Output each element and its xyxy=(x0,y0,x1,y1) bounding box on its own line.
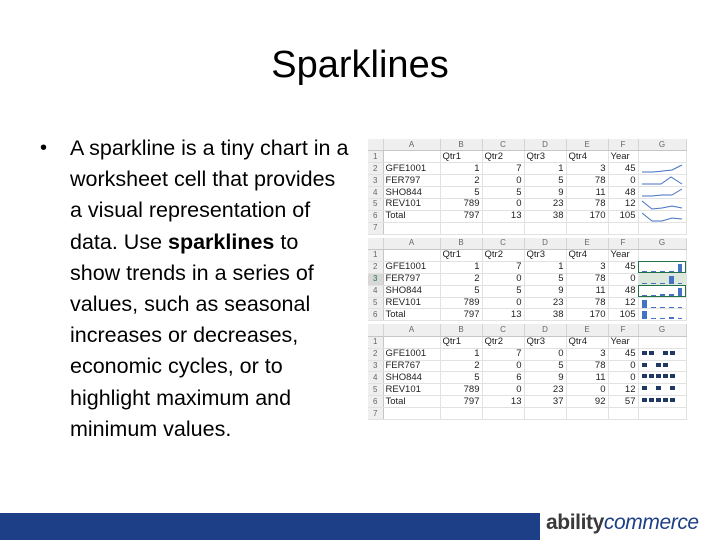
cell[interactable]: 170 xyxy=(566,309,608,321)
cell[interactable]: 7 xyxy=(482,261,524,273)
cell[interactable]: 7 xyxy=(482,163,524,175)
column-header[interactable]: C xyxy=(482,238,524,250)
slide-title: Sparklines xyxy=(271,44,449,86)
cell[interactable]: 12 xyxy=(608,198,638,210)
column-header[interactable]: A xyxy=(383,139,440,151)
row-number[interactable]: 3 xyxy=(368,175,383,187)
cell[interactable]: 0 xyxy=(482,360,524,372)
cell[interactable]: 5 xyxy=(482,285,524,297)
sparkline-cell[interactable] xyxy=(638,372,686,384)
cell[interactable]: Qtr4 xyxy=(566,336,608,348)
row-number[interactable]: 6 xyxy=(368,396,383,408)
cell[interactable]: Total xyxy=(383,309,440,321)
line-sparkline-icon xyxy=(641,188,683,198)
table-row xyxy=(368,175,686,187)
cell[interactable]: 57 xyxy=(608,396,638,408)
corner-cell[interactable] xyxy=(368,139,383,151)
cell[interactable]: FER797 xyxy=(383,175,440,187)
cell[interactable]: 170 xyxy=(566,210,608,222)
cell[interactable] xyxy=(383,222,440,234)
row-number[interactable]: 2 xyxy=(368,163,383,175)
corner-cell[interactable] xyxy=(368,324,383,336)
sparkline-cell[interactable] xyxy=(638,210,686,222)
cell[interactable]: Qtr4 xyxy=(566,250,608,262)
table-row xyxy=(368,396,686,408)
cell[interactable] xyxy=(383,408,440,420)
winloss-sparkline-icon xyxy=(641,373,683,383)
cell[interactable]: Qtr3 xyxy=(524,151,566,163)
cell[interactable] xyxy=(566,408,608,420)
table-row xyxy=(368,384,686,396)
sheet-line-sparklines xyxy=(368,139,686,235)
cell[interactable]: Qtr3 xyxy=(524,336,566,348)
cell[interactable] xyxy=(608,222,638,234)
cell[interactable]: 1 xyxy=(440,163,482,175)
cell[interactable]: 1 xyxy=(440,348,482,360)
line-sparkline-icon xyxy=(641,176,683,186)
table-row xyxy=(368,210,686,222)
cell[interactable]: SHO844 xyxy=(383,372,440,384)
row-number[interactable]: 5 xyxy=(368,384,383,396)
sparkline-cell[interactable] xyxy=(638,273,686,285)
cell[interactable]: Qtr2 xyxy=(482,151,524,163)
cell[interactable]: 789 xyxy=(440,384,482,396)
table-row xyxy=(368,198,686,210)
sparkline-cell[interactable] xyxy=(638,297,686,309)
cell[interactable]: Qtr1 xyxy=(440,151,482,163)
column-header[interactable]: D xyxy=(524,324,566,336)
cell[interactable]: 92 xyxy=(566,396,608,408)
row-number[interactable]: 7 xyxy=(368,222,383,234)
row-number[interactable]: 4 xyxy=(368,372,383,384)
cell[interactable]: 2 xyxy=(440,175,482,187)
cell[interactable]: 5 xyxy=(440,372,482,384)
cell[interactable]: SHO844 xyxy=(383,187,440,199)
cell[interactable]: Qtr3 xyxy=(524,250,566,262)
sheet-column-sparklines xyxy=(368,238,686,322)
row-number[interactable]: 1 xyxy=(368,336,383,348)
logo-text-commerce: commerce xyxy=(603,511,699,534)
cell[interactable]: 0 xyxy=(482,273,524,285)
column-sparkline-icon xyxy=(641,287,683,297)
cell[interactable]: 48 xyxy=(608,285,638,297)
row-number[interactable]: 2 xyxy=(368,261,383,273)
column-header[interactable]: F xyxy=(608,139,638,151)
cell[interactable]: 78 xyxy=(566,273,608,285)
column-header[interactable]: G xyxy=(638,324,686,336)
cell[interactable] xyxy=(383,336,440,348)
cell[interactable]: 789 xyxy=(440,198,482,210)
cell[interactable]: 0 xyxy=(566,384,608,396)
bullet-dot-icon: • xyxy=(40,137,48,159)
row-number[interactable]: 2 xyxy=(368,348,383,360)
cell[interactable] xyxy=(482,408,524,420)
cell[interactable]: 37 xyxy=(524,396,566,408)
cell[interactable]: REV101 xyxy=(383,384,440,396)
cell[interactable]: 78 xyxy=(566,198,608,210)
cell[interactable]: 1 xyxy=(440,261,482,273)
row-number[interactable]: 7 xyxy=(368,408,383,420)
cell[interactable]: Qtr1 xyxy=(440,250,482,262)
table-row xyxy=(368,336,686,348)
sparkline-cell[interactable] xyxy=(638,163,686,175)
bullet-text xyxy=(70,133,350,445)
cell[interactable]: REV101 xyxy=(383,198,440,210)
table-row xyxy=(368,261,686,273)
cell[interactable]: REV101 xyxy=(383,297,440,309)
table-row xyxy=(368,372,686,384)
table-row xyxy=(368,163,686,175)
cell[interactable]: 0 xyxy=(608,372,638,384)
bullet-text-pre: A sparkline is a tiny chart in a worksheet cell that provides a visual representation of data. Use xyxy=(70,136,349,254)
cell[interactable]: 5 xyxy=(524,360,566,372)
cell[interactable]: 0 xyxy=(482,175,524,187)
column-header[interactable]: B xyxy=(440,139,482,151)
cell[interactable]: Year xyxy=(608,250,638,262)
table-row xyxy=(368,309,686,321)
column-header-row xyxy=(368,238,686,250)
table-row xyxy=(368,250,686,262)
cell[interactable]: 5 xyxy=(524,273,566,285)
table-row xyxy=(368,151,686,163)
spreadsheet-screenshots xyxy=(368,139,686,423)
table-row xyxy=(368,285,686,297)
cell[interactable]: Qtr2 xyxy=(482,336,524,348)
logo-text-ability: ability xyxy=(546,511,604,534)
cell[interactable]: 1 xyxy=(524,163,566,175)
column-header[interactable]: A xyxy=(383,238,440,250)
cell[interactable]: 5 xyxy=(524,175,566,187)
row-number[interactable]: 6 xyxy=(368,309,383,321)
cell[interactable] xyxy=(566,222,608,234)
sparkline-cell[interactable] xyxy=(638,261,686,273)
cell[interactable]: SHO844 xyxy=(383,285,440,297)
corner-cell[interactable] xyxy=(368,238,383,250)
sparkline-cell[interactable] xyxy=(638,360,686,372)
cell[interactable] xyxy=(524,222,566,234)
cell[interactable]: 13 xyxy=(482,396,524,408)
cell[interactable]: 13 xyxy=(482,210,524,222)
cell[interactable]: 45 xyxy=(608,163,638,175)
sparkline-cell[interactable] xyxy=(638,384,686,396)
column-header[interactable]: E xyxy=(566,139,608,151)
column-sparkline-icon xyxy=(641,299,683,309)
cell[interactable]: 0 xyxy=(608,175,638,187)
winloss-sparkline-icon xyxy=(641,385,683,395)
cell[interactable] xyxy=(638,222,686,234)
cell[interactable]: 13 xyxy=(482,309,524,321)
cell[interactable]: 0 xyxy=(524,348,566,360)
row-number[interactable]: 4 xyxy=(368,285,383,297)
sparkline-cell[interactable] xyxy=(638,285,686,297)
cell[interactable] xyxy=(638,250,686,262)
cell[interactable]: 9 xyxy=(524,285,566,297)
cell[interactable]: 45 xyxy=(608,348,638,360)
cell[interactable]: Qtr4 xyxy=(566,151,608,163)
cell[interactable]: 0 xyxy=(482,297,524,309)
cell[interactable]: 797 xyxy=(440,396,482,408)
column-header[interactable]: C xyxy=(482,324,524,336)
row-number[interactable]: 1 xyxy=(368,151,383,163)
cell[interactable] xyxy=(383,250,440,262)
sparkline-cell[interactable] xyxy=(638,348,686,360)
cell[interactable]: 0 xyxy=(608,360,638,372)
cell[interactable]: 6 xyxy=(482,372,524,384)
cell[interactable]: 38 xyxy=(524,309,566,321)
cell[interactable] xyxy=(524,408,566,420)
cell[interactable]: 797 xyxy=(440,309,482,321)
bullet-text-post: to show trends in a series of values, such as seasonal increases or decreases, economic cycles, or to highlight maximum and minimum values. xyxy=(70,229,314,441)
line-sparkline-icon xyxy=(641,212,683,222)
cell[interactable]: Year xyxy=(608,336,638,348)
cell[interactable] xyxy=(383,151,440,163)
bullet-item xyxy=(40,133,350,445)
cell[interactable]: 105 xyxy=(608,309,638,321)
row-number[interactable]: 4 xyxy=(368,187,383,199)
cell[interactable]: 11 xyxy=(566,285,608,297)
sparkline-cell[interactable] xyxy=(638,309,686,321)
cell[interactable]: GFE1001 xyxy=(383,348,440,360)
cell[interactable] xyxy=(482,222,524,234)
footer-bar xyxy=(0,513,540,540)
cell[interactable] xyxy=(638,408,686,420)
column-header[interactable]: F xyxy=(608,324,638,336)
column-header-row xyxy=(368,139,686,151)
cell[interactable]: 1 xyxy=(524,261,566,273)
cell[interactable]: FER767 xyxy=(383,360,440,372)
bullet-list xyxy=(40,133,350,445)
table-row xyxy=(368,187,686,199)
sparkline-cell[interactable] xyxy=(638,187,686,199)
column-header[interactable]: E xyxy=(566,324,608,336)
cell[interactable]: 38 xyxy=(524,210,566,222)
ability-commerce-logo xyxy=(546,511,699,540)
cell[interactable]: 0 xyxy=(482,384,524,396)
cell[interactable]: 78 xyxy=(566,360,608,372)
column-header[interactable]: A xyxy=(383,324,440,336)
column-header[interactable]: E xyxy=(566,238,608,250)
winloss-sparkline-icon xyxy=(641,350,683,360)
table-row xyxy=(368,273,686,285)
column-header[interactable]: B xyxy=(440,238,482,250)
cell[interactable]: 3 xyxy=(566,261,608,273)
cell[interactable]: 3 xyxy=(566,163,608,175)
row-number[interactable]: 5 xyxy=(368,297,383,309)
cell[interactable]: 7 xyxy=(482,348,524,360)
row-number[interactable]: 6 xyxy=(368,210,383,222)
cell[interactable]: Qtr2 xyxy=(482,250,524,262)
row-number[interactable]: 3 xyxy=(368,273,383,285)
cell[interactable]: 797 xyxy=(440,210,482,222)
column-header[interactable]: F xyxy=(608,238,638,250)
cell[interactable]: 2 xyxy=(440,273,482,285)
cell[interactable]: Total xyxy=(383,210,440,222)
column-sparkline-icon xyxy=(641,263,683,273)
cell[interactable]: 23 xyxy=(524,198,566,210)
line-sparkline-icon xyxy=(641,164,683,174)
cell[interactable]: Qtr1 xyxy=(440,336,482,348)
cell[interactable] xyxy=(638,151,686,163)
cell[interactable]: 78 xyxy=(566,175,608,187)
sparkline-cell[interactable] xyxy=(638,175,686,187)
cell[interactable]: 9 xyxy=(524,372,566,384)
cell[interactable]: 0 xyxy=(482,198,524,210)
cell[interactable] xyxy=(440,408,482,420)
table-row xyxy=(368,297,686,309)
cell[interactable]: 12 xyxy=(608,297,638,309)
cell[interactable]: Year xyxy=(608,151,638,163)
column-header[interactable]: C xyxy=(482,139,524,151)
cell[interactable]: 11 xyxy=(566,372,608,384)
cell[interactable]: Total xyxy=(383,396,440,408)
winloss-sparkline-icon xyxy=(641,397,683,407)
cell[interactable]: 48 xyxy=(608,187,638,199)
cell[interactable]: 2 xyxy=(440,360,482,372)
cell[interactable]: 78 xyxy=(566,297,608,309)
line-sparkline-icon xyxy=(641,200,683,210)
column-sparkline-icon xyxy=(641,275,683,285)
cell[interactable]: 3 xyxy=(566,348,608,360)
cell[interactable]: 23 xyxy=(524,384,566,396)
winloss-sparkline-icon xyxy=(641,362,683,372)
cell[interactable] xyxy=(608,408,638,420)
cell[interactable]: 45 xyxy=(608,261,638,273)
cell[interactable]: 789 xyxy=(440,297,482,309)
table-row xyxy=(368,348,686,360)
sparkline-cell[interactable] xyxy=(638,396,686,408)
column-header[interactable]: G xyxy=(638,139,686,151)
cell[interactable]: 23 xyxy=(524,297,566,309)
sheet-winloss-sparklines xyxy=(368,324,686,420)
row-number[interactable]: 5 xyxy=(368,198,383,210)
column-header-row xyxy=(368,324,686,336)
bullet-text-bold: sparklines xyxy=(168,229,275,254)
cell[interactable]: GFE1001 xyxy=(383,261,440,273)
cell[interactable]: GFE1001 xyxy=(383,163,440,175)
cell[interactable]: 5 xyxy=(440,187,482,199)
column-header[interactable]: D xyxy=(524,238,566,250)
cell[interactable]: 11 xyxy=(566,187,608,199)
cell[interactable]: 105 xyxy=(608,210,638,222)
row-number[interactable]: 1 xyxy=(368,250,383,262)
cell[interactable] xyxy=(440,222,482,234)
column-header[interactable]: G xyxy=(638,238,686,250)
cell[interactable]: 5 xyxy=(482,187,524,199)
table-row xyxy=(368,222,686,234)
cell[interactable]: 5 xyxy=(440,285,482,297)
row-number[interactable]: 3 xyxy=(368,360,383,372)
table-row xyxy=(368,360,686,372)
column-sparkline-icon xyxy=(641,310,683,320)
table-row xyxy=(368,408,686,420)
sparkline-cell[interactable] xyxy=(638,198,686,210)
cell[interactable] xyxy=(638,336,686,348)
column-header[interactable]: B xyxy=(440,324,482,336)
cell[interactable]: FER797 xyxy=(383,273,440,285)
column-header[interactable]: D xyxy=(524,139,566,151)
cell[interactable]: 0 xyxy=(608,273,638,285)
cell[interactable]: 9 xyxy=(524,187,566,199)
cell[interactable]: 12 xyxy=(608,384,638,396)
